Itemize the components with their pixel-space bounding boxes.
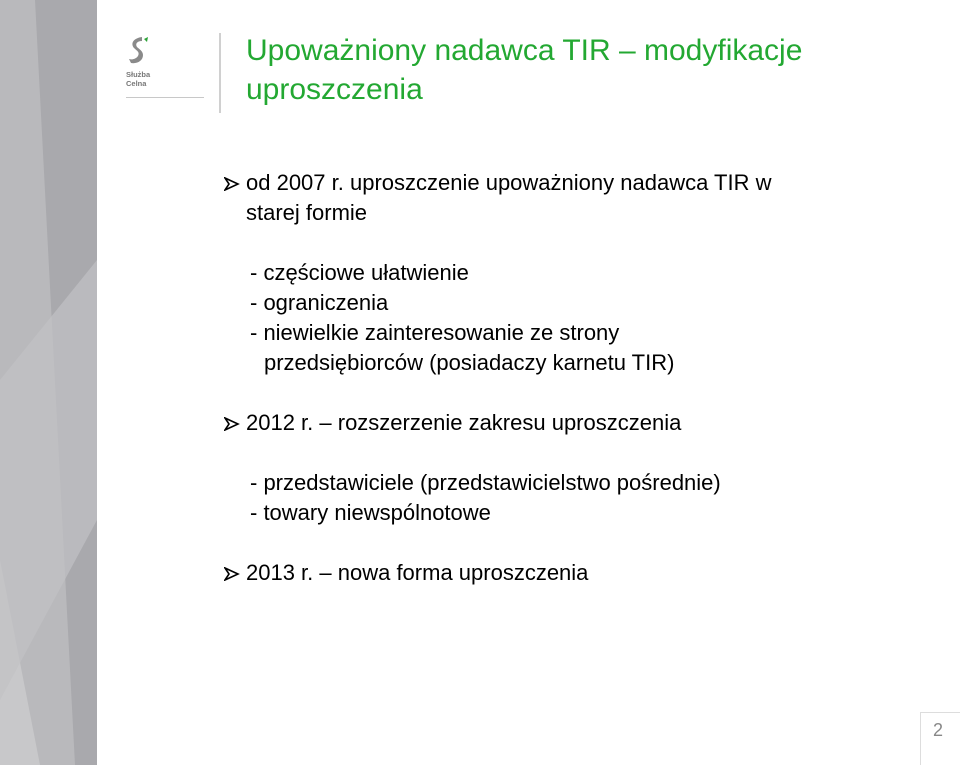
bullet-text: 2013 r. – nowa forma uproszczenia [246,560,589,585]
logo-text [126,71,150,88]
slide-content [222,168,922,588]
arrow-bullet-icon [224,567,240,581]
page-number: 2 [932,720,943,740]
bullet-item [222,168,922,198]
logo-line-2: Celna [126,78,147,88]
bullet-text: 2012 r. – rozszerzenie zakresu uproszczenia [246,410,682,435]
logo-underline [126,97,204,98]
arrow-bullet-icon [224,177,240,191]
slide-title: Upoważniony nadawca TIR – modyfikacje uproszczenia [246,34,803,106]
decorative-left-band [0,0,97,765]
bullet-item [222,408,922,438]
sub-item: - przedstawiciele (przedstawicielstwo pośrednie) [250,470,721,495]
sub-item: - ograniczenia [250,290,389,315]
title-divider [219,33,221,113]
logo-mark-icon [126,36,150,66]
arrow-bullet-icon [224,417,240,431]
bullet-text: od 2007 r. uproszczenie upoważniony nadawca TIR w [246,170,772,195]
sub-item: - niewielkie zainteresowanie ze strony [250,320,620,345]
bullet-item [222,558,922,588]
logo-line-1: Służba [126,70,151,79]
sub-item: - towary niewspólnotowe [250,500,491,525]
sluzba-celna-logo [124,36,204,100]
sub-item-continuation: przedsiębiorców (posiadaczy karnetu TIR) [264,350,675,375]
bullet-continuation: starej formie [246,200,368,225]
sub-item: - częściowe ułatwienie [250,260,469,285]
